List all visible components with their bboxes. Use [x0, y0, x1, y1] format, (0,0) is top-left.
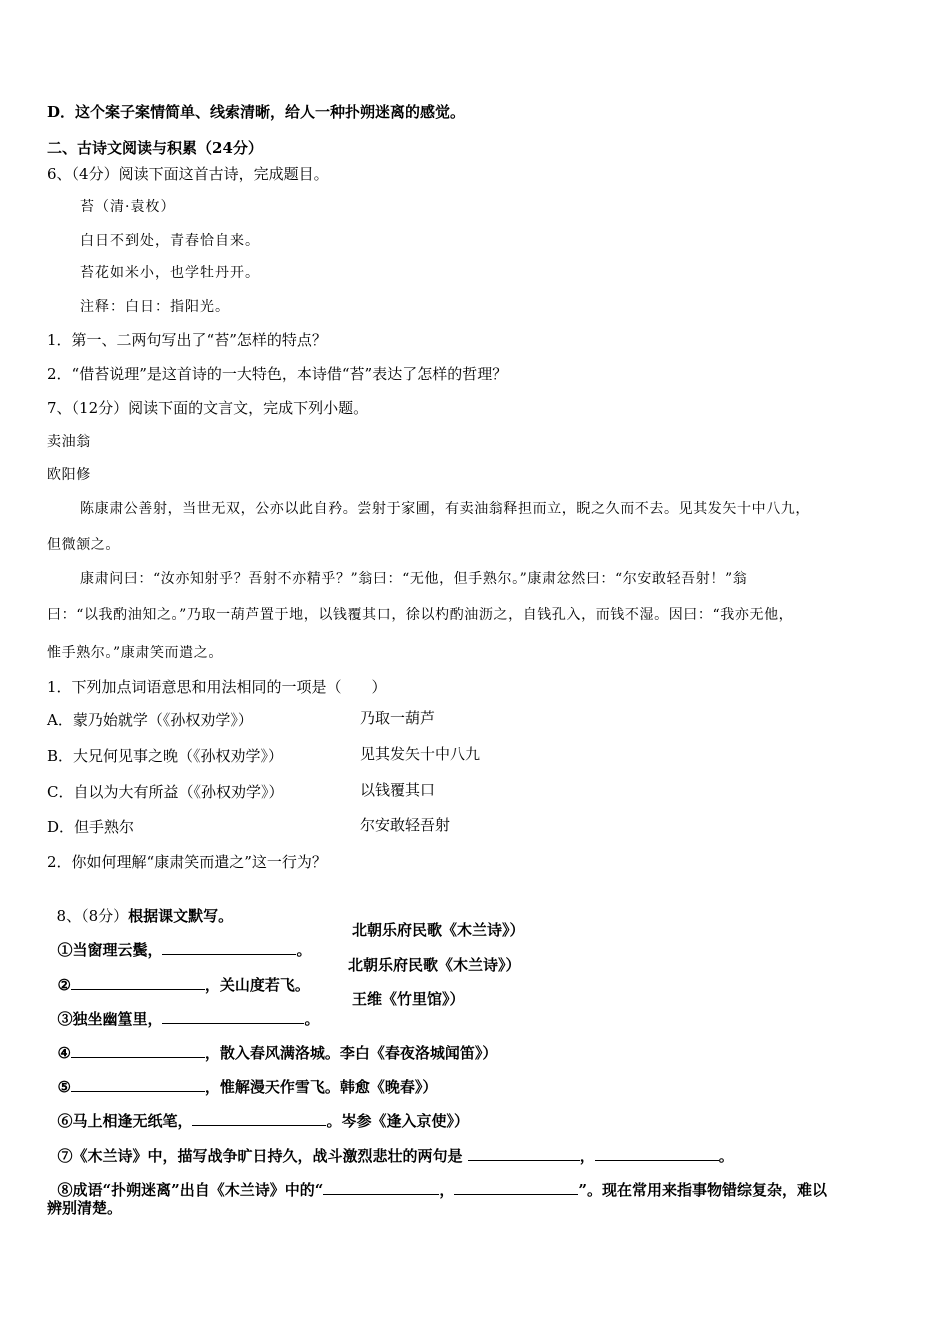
dictation-item-3: ③独坐幽篁里， 。 — [57, 1010, 320, 1028]
answer-blank[interactable] — [162, 1009, 304, 1024]
q6-sub2: 2．“借苔说理”是这首诗的一大特色，本诗借“苔”表达了怎样的哲理？ — [47, 365, 508, 383]
option-d-left: D．但手熟尔 — [47, 818, 135, 836]
q8-instruction: 根据课文默写。 — [128, 907, 234, 925]
option-c-left: C．自以为大有所益（《孙权劝学》） — [47, 783, 284, 801]
option-b-left: B．大兄何见事之晚（《孙权劝学》） — [47, 747, 284, 765]
q7-intro: 7、（12分）阅读下面的文言文，完成下列小题。 — [47, 399, 369, 417]
dictation-item-8-cont: 辨别清楚。 — [47, 1199, 123, 1217]
answer-blank[interactable] — [595, 1146, 719, 1161]
dictation-item-2: ② ，关山度若飞。 — [57, 976, 310, 994]
item-3-source: 王维《竹里馆》） — [352, 990, 465, 1008]
dictation-item-4: ④ ，散入春风满洛城。李白《春夜洛城闻笛》） — [57, 1044, 498, 1062]
poem-line-2: 苔花如米小，也学牡丹开。 — [80, 265, 260, 281]
item-2-source: 北朝乐府民歌《木兰诗》） — [348, 956, 521, 974]
answer-blank[interactable] — [454, 1180, 578, 1195]
dictation-item-7: ⑦《木兰诗》中，描写战争旷日持久，战斗激烈悲壮的两句是 ， 。 — [57, 1147, 734, 1165]
q5-option-d: D．这个案子案情简单、线索清晰，给人一种扑朔迷离的感觉。 — [47, 103, 466, 121]
answer-blank[interactable] — [162, 940, 296, 955]
answer-blank[interactable] — [192, 1111, 326, 1126]
paragraph-2-line-1: 康肃问曰：“汝亦知射乎？吾射不亦精乎？”翁曰：“无他，但手熟尔。”康肃忿然曰：“尔安敢轻吾射！”翁 — [80, 571, 748, 587]
option-c-right: 以钱覆其口 — [360, 781, 436, 799]
paragraph-1-line-2: 但微颔之。 — [47, 537, 120, 553]
text-author: 欧阳修 — [47, 467, 91, 483]
poem-note: 注释：白日：指阳光。 — [80, 299, 230, 315]
q7-sub2: 2．你如何理解“康肃笑而遣之”这一行为？ — [47, 853, 327, 871]
answer-blank[interactable] — [71, 1077, 205, 1092]
option-d-right: 尔安敢轻吾射 — [360, 816, 451, 834]
dictation-item-5: ⑤ ，惟解漫天作雪飞。韩愈《晚春》） — [57, 1078, 438, 1096]
dictation-item-8: ⑧成语“扑朔迷离”出自《木兰诗》中的“ ， ”。现在常用来指事物错综复杂，难以 — [57, 1181, 827, 1199]
q6-intro: 6、（4分）阅读下面这首古诗，完成题目。 — [47, 165, 329, 183]
paragraph-2-line-2: 曰：“以我酌油知之。”乃取一葫芦置于地，以钱覆其口，徐以杓酌油沥之，自钱孔入，而钱不湿。因曰：“我亦无他， — [47, 607, 794, 623]
paragraph-1-line-1: 陈康肃公善射，当世无双，公亦以此自矜。尝射于家圃，有卖油翁释担而立，睨之久而不去。见其发矢十中八九， — [80, 501, 810, 517]
answer-blank[interactable] — [468, 1146, 580, 1161]
q6-sub1: 1．第一、二两句写出了“苔”怎样的特点？ — [47, 331, 327, 349]
text-title: 卖油翁 — [47, 434, 91, 450]
answer-blank[interactable] — [323, 1180, 439, 1195]
option-b-right: 见其发矢十中八九 — [360, 745, 481, 763]
answer-blank[interactable] — [71, 1043, 205, 1058]
answer-blank[interactable] — [71, 975, 205, 990]
dictation-item-6: ⑥马上相逢无纸笔， 。岑参《逢入京使》） — [57, 1112, 469, 1130]
option-a-right: 乃取一葫芦 — [360, 709, 436, 727]
paragraph-2-line-3: 惟手熟尔。”康肃笑而遣之。 — [47, 645, 223, 661]
item-1-source: 北朝乐府民歌《木兰诗》） — [352, 921, 525, 939]
option-a-left: A．蒙乃始就学（《孙权劝学》） — [47, 711, 253, 729]
q8-score: 8、（8分） — [56, 907, 129, 925]
section-heading: 二、古诗文阅读与积累（24分） — [47, 139, 263, 157]
q7-sub1: 1．下列加点词语意思和用法相同的一项是（ ） — [47, 678, 387, 696]
poem-title: 苔（清·袁枚） — [80, 199, 176, 215]
poem-line-1: 白日不到处，青春恰自来。 — [80, 233, 260, 249]
dictation-item-1: ①当窗理云鬓， 。 — [57, 941, 312, 959]
